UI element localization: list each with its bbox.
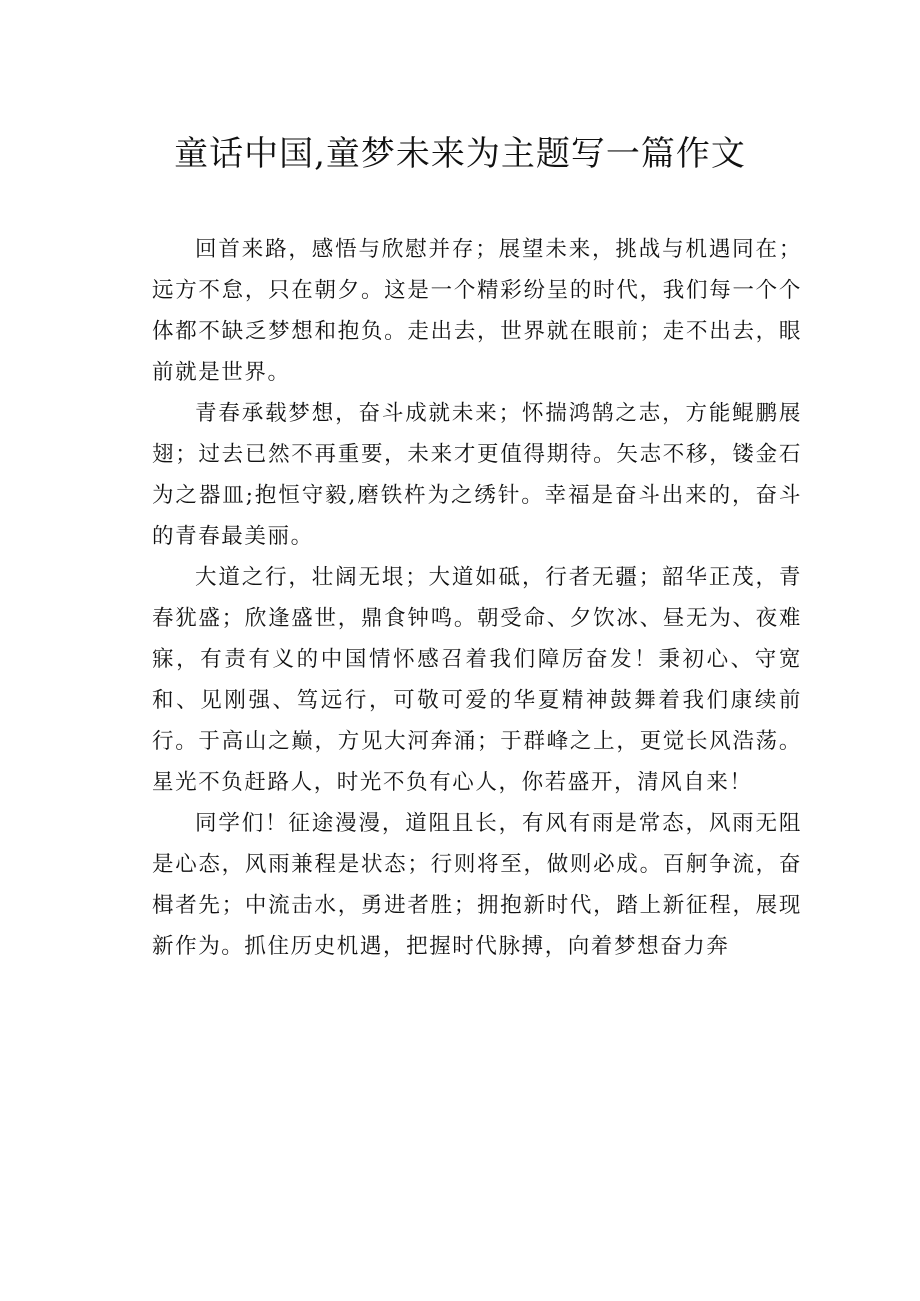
paragraph-1: 回首来路，感悟与欣慰并存；展望未来，挑战与机遇同在；远方不怠，只在朝夕。这是一个精彩纷呈的时代，我们每一个个体都不缺乏梦想和抱负。走出去，世界就在眼前；走不出去，眼前就是世界。 — [152, 237, 802, 385]
paragraph-3: 大道之行，壮阔无垠；大道如砥，行者无疆；韶华正茂，青春犹盛；欣逢盛世，鼎食钟鸣。朝受命、夕饮冰、昼无为、夜难寐，有责有义的中国情怀感召着我们障厉奋发！秉初心、守宽和、见刚强、笃远行，可敬可爱的华夏精神鼓舞着我们康续前行。于高山之巅，方见大河奔涌；于群峰之上，更觉长风浩荡。星光不负赶路人，时光不负有心人，你若盛开，清风自来！ — [152, 565, 802, 795]
document-title: 童话中国,童梦未来为主题写一篇作文 — [174, 134, 746, 174]
paragraph-4: 同学们！征途漫漫，道阻且长，有风有雨是常态，风雨无阻是心态，风雨兼程是状态；行则将至，做则必成。百舸争流，奋楫者先；中流击水，勇进者胜；拥抱新时代，踏上新征程，展现新作为。抓住历史机遇，把握时代脉搏，向着梦想奋力奔 — [152, 811, 802, 959]
paragraph-2: 青春承载梦想，奋斗成就未来；怀揣鸿鹄之志，方能鲲鹏展翅；过去已然不再重要，未来才更值得期待。矢志不移，镂金石为之器皿;抱恒守毅,磨铁杵为之绣针。幸福是奋斗出来的，奋斗的青春最美丽。 — [152, 401, 802, 549]
document-body — [152, 229, 802, 967]
